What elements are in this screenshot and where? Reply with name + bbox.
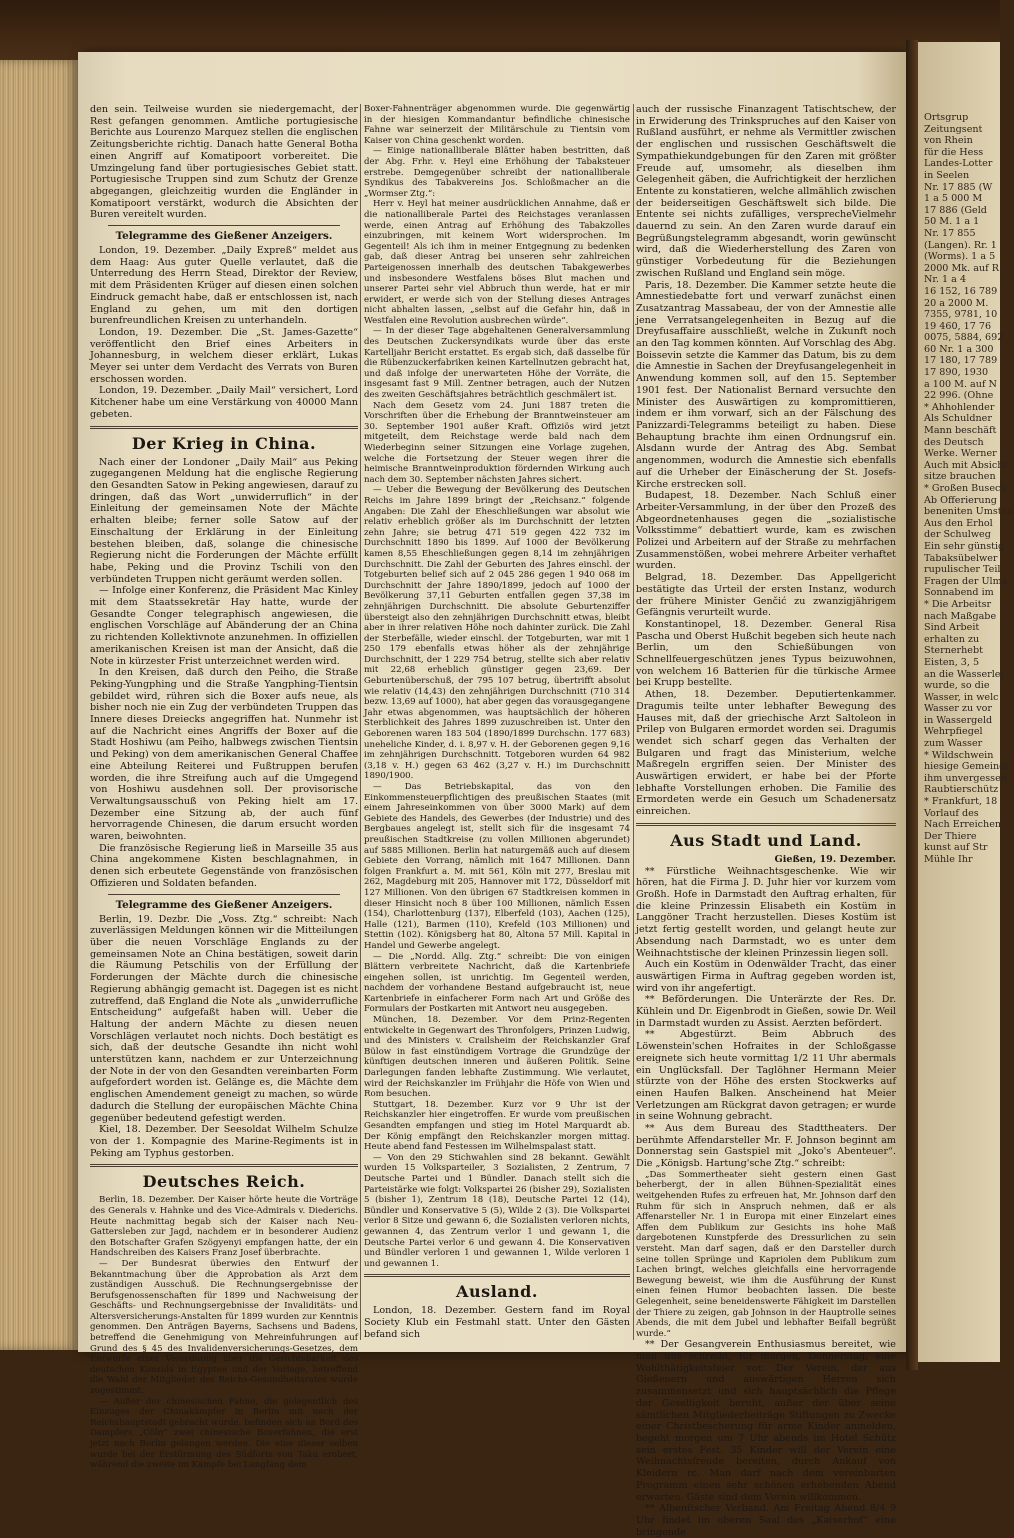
adjacent-page-line: kunst auf Str	[924, 842, 988, 854]
adjacent-page-line: 60 Nr. 1 a 300	[924, 343, 994, 355]
adjacent-page-line: Wehrpfiegel	[924, 726, 983, 738]
section-heading: Telegramme des Gießener Anzeigers.	[115, 898, 333, 911]
article-text: Herr v. Heyl hat meiner ausdrücklichen Annahme, daß er die nationalliberale Partei des Reichstages veranlassen werde, einen Antrag auf Erhöhung des Tabakzolles einzubringen, mit keinem Wort widersprochen. Im Gegenteil! Als ich ihm in meiner Entgegnung zu bedenken gab, daß dieser Antrag bei unseren sehr zahlreichen Parteigenossen innerhalb des deutschen Tabakgewerbes und insbesondere Westfalens böses Blut machen und unserer Partei sehr viel Abbruch thun werde, hat er mir erwidert, er werde sich von der Stellung dieses Antrages nicht abhalten lassen, „selbst auf die Gefahr hin, daß in Westfalen eine Revolution ausbrechen würde“.	[364, 199, 630, 326]
section-heading: Aus Stadt und Land.	[670, 830, 862, 850]
article-text: Kiel, 18. Dezember. Der Seesoldat Wilhelm Schulze von der 1. Kompagnie des Marine-Regiments ist in Peking am Typhus gestorben.	[90, 1124, 358, 1159]
adjacent-page-line: 0075, 5884, 692	[924, 332, 1004, 344]
adjacent-page-text	[918, 42, 1014, 866]
article-text: Stuttgart, 18. Dezember. Kurz vor 9 Uhr ist der Reichskanzler hier eingetroffen. Er wurde vom preußischen Gesandten empfangen und stieg im Hotel Marquardt ab. Der König empfängt den Reichskanzler morgen mittag. Heute abend fand Festessen im Wilhelmspalast statt.	[364, 1099, 630, 1153]
adjacent-page-line: nach Maßgabe	[924, 610, 997, 622]
adjacent-page-line: 17 886 (Geld	[924, 204, 987, 216]
adjacent-page-line: 50 M. 1 a 1	[924, 216, 980, 228]
adjacent-page-line: Mühle Ihr	[924, 854, 973, 865]
adjacent-page-line: Sternerhebt	[924, 645, 983, 657]
adjacent-page-line: * Die Arbeitsr	[924, 598, 992, 610]
adjacent-page-line: Ab Offerierung	[924, 494, 997, 506]
article-text: Nach dem Gesetz vom 24. Juni 1887 treten die Vorschriften über die Erhebung der Branntweinsteuer am 30. September 1901 außer Kraft. Offiziös wird jetzt mitgeteilt, dem Reichstage werde bald nach dem Wiederbeginn seiner Sitzungen eine Vorlage zugehen, welche die Fortsetzung der Steuer wegen ihrer die heimische Branntweinproduktion fördernden Wirkung auch nach dem 30. September nächsten Jahres sichert.	[364, 400, 630, 485]
adjacent-page-line: (Worms). 1 a 5	[924, 251, 996, 263]
article-text: — Einige nationalliberale Blätter haben bestritten, daß der Abg. Frhr. v. Heyl eine Erhöhung der Tabaksteuer erstrebe. Demgegenüber schreibt der nationalliberale Syndikus des Tabakvereins Jos. Schloßmacher an die „Wormser Ztg.“:	[364, 146, 630, 199]
adjacent-page-line: 19 460, 17 76	[924, 320, 992, 332]
adjacent-page-line: 22 996. (Ohne	[924, 390, 994, 402]
adjacent-page-line: Landes-Lotter	[924, 158, 993, 170]
separator	[90, 1164, 358, 1167]
article-text: ** Der Gesangverein Enthusiasmus bereitet, wie man uns schreibt, für morgen, Donnerstag, eine Wohlthätigkeitsfeier vor. Der Verein, der aus Gießenern und auswärtigen Herren sich zusammensetzt und sich hauptsächlich die Pflege der Geselligkeit beruht, außer der über seine sämtlichen Mitgliederbeiträge Stiftungen zu Zwecke einer Christbescherung für arme Kinder anmelden, begeht morgen um 7 Uhr abends im Hotel Schütz sein erstes Fest. 35 Kinder will der Verein eine Weihnachtsfreude bereiten, durch Ankauf von Kleidern rc. Man darf nach dem vereinbarten Programm einen sehr schönen erhebenden Abend erwarten. Gäste sind dem Verein willkommen.	[636, 1339, 896, 1503]
columns	[90, 104, 896, 1538]
adjacent-page-line: der Schulweg	[924, 529, 991, 541]
adjacent-page-line: * Großen Buseck	[924, 483, 1007, 494]
separator	[364, 1274, 630, 1277]
adjacent-page-line: Eisten, 3, 5	[924, 656, 980, 668]
adjacent-page-line: Tabaksübelwer	[924, 552, 998, 564]
section-heading: Telegramme des Gießener Anzeigers.	[115, 230, 333, 243]
adjacent-page-line: Nr. 17 885 (W	[924, 181, 993, 193]
adjacent-page-line: Aus den Erhol	[924, 517, 993, 529]
article-text: Belgrad, 18. Dezember. Das Appellgericht bestätigte das Urteil der ersten Instanz, wodurch der frühere Minister Genčić zu zwanzigjährigem Gefängnis verurteilt wurde.	[636, 572, 896, 619]
adjacent-page-line: hiesige Gemeinde	[924, 761, 1011, 773]
article-text: Athen, 18. Dezember. Deputiertenkammer. Dragumis teilte unter lebhafter Bewegung des Hauses mit, daß der griechische Arzt Saltoleon in Prilep von Bulgaren ermordet worden sei. Dragumis wendet sich scharf gegen das Verhalten der Bulgaren und fragt das Ministerium, welche Maßregeln ergriffen seien. Der Minister des Auswärtigen erwidert, er habe bei der Pforte lebhafte Vorstellungen erhoben. Die Familie des Ermordeten werde ein Gesuch um Schadenersatz einreichen.	[636, 689, 896, 818]
adjacent-page-line: ihm unvergessen	[924, 772, 1007, 784]
article-text: „Das Sommertheater sieht gestern einen Gast beherbergt, der in allen Bühnen-Spezialität eines weitgehenden Rufes zu erfreuen hat, Mr. Johnson darf den Ruhm für sich in Anspruch nehmen, daß er als Affenarsteller Nr. 1 in Europa mit einer Einzelart eines Affen dem Publikum zur Gesichts ins hohe Maß dargebotenen Kunstpferde des Dressurlichen zu sein versteht. Man darf sagen, daß er den Darsteller durch seine tollen Sprünge und Kapriolen dem Publikum zum Lachen bringt, welches gleichfalls eine hervorragende Bewegung beweist, wie ihm die Ausführung der Kunst einen feinen Humor beobachten lassen. Die beste Gelegenheit, seine beneidenswerte Fähigkeit im Darstellen der Thiere zu zeigen, gab Johnson in der Hauptrolle seines Abends, die mit dem Jubel und lebhafter Beifall begrüßt wurde.“	[636, 1169, 896, 1339]
article-text: ** Aus dem Bureau des Stadttheaters. Der berühmte Affendarsteller Mr. F. Johnson beginnt am Donnerstag sein Gastspiel mit „Joko's Abenteuer“. Die „Königsb. Hartung'sche Ztg.“ schreibt:	[636, 1123, 896, 1170]
adjacent-page-line: beneniten Umstan	[924, 506, 1014, 518]
adjacent-page-line: Auch mit Absicht	[924, 459, 1008, 471]
adjacent-page-line: (Langen). Rr. 1	[924, 239, 997, 251]
separator	[636, 823, 896, 826]
adjacent-page-line: Werke. Werner	[924, 448, 997, 460]
separator	[108, 225, 340, 226]
adjacent-page-line: Wasser zu vor	[924, 703, 992, 715]
article-text: — Die „Nordd. Allg. Ztg.“ schreibt: Die von einigen Blättern verbreitete Nachricht, daß die Kartenbriefe eingehen sollen, ist unrichtig. Im Gegenteil werden, nachdem der vorhandene Bestand aufgebraucht ist, neue Kartenbriefe in einfacherer Form nach Art und Größe des Formulars der Postkarten mit Antwort neu ausgegeben.	[364, 951, 630, 1015]
adjacent-page-line: rupulischer Teil	[924, 564, 1001, 576]
adjacent-page-line: Wasser, in welc	[924, 691, 999, 703]
article-text: In den Kreisen, daß durch den Peiho, die Straße Peking-Yungphing und die Straße Yangphing-Tientsin gebildet wird, rühren sich die Boxer aufs neue, als bisher noch nie ein Zug der verbündeten Truppen das Innere dieses Dreiecks angegriffen hat. Nunmehr ist auf die Nachricht eines Angriffs der Boxer auf die Stadt Hoshiwu (am Peiho, halbwegs zwischen Tientsin und Peking) von dem amerikanischen General Chaffee eine Abteilung Reiterei und Fußtruppen berufen worden, die ihre Streifung auch auf die Umgegend von Hoshiwu ausdehnen soll. Der provisorische Verwaltungsausschuß von Peking hielt am 17. Dezember eine Sitzung ab, der auch fünf hervorragende Chinesen, die darum ersucht worden waren, beiwohnten.	[90, 667, 358, 843]
adjacent-page-line: von Rhein	[924, 135, 973, 147]
adjacent-page-line: Als Schuldner	[924, 413, 992, 425]
adjacent-page-line: Vorlauf des	[924, 807, 979, 819]
column-rule	[360, 104, 361, 1340]
article-text: Berlin, 19. Dezbr. Die „Voss. Ztg.“ schreibt: Nach zuverlässigen Meldungen können wir die Mitteilungen über die neuen Vorschläge Englands zu der gemeinsamen Note an China bestätigen, soweit darin die Räumung Petschilis von der Erfüllung der Forderungen der Mächte durch die chinesische Regierung abhängig gemacht ist. Dagegen ist es nicht zutreffend, daß England die Note als „unwiderrufliche Entscheidung“ aufgefaßt haben will. Ueber die Haltung der andern Mächte zu diesen neuen Vorschlägen verlautet noch nichts. Doch bestätigt es sich, daß der deutsche Gesandte ihn nicht wohl unterstützen kann, nachdem er zur Unterzeichnung der Note in der von den Gesandten vereinbarten Form aufgefordert worden ist. Gelänge es, die Mächte dem englischen Amendement geneigt zu machen, so würde dadurch die Stellung der europäischen Mächte China gegenüber bedeutend gefestigt werden.	[90, 913, 358, 1124]
adjacent-page-line: Nach Erreichen	[924, 819, 1002, 831]
adjacent-page-line: erhalten zu	[924, 633, 980, 645]
article-text: — Ueber die Bewegung der Bevölkerung des Deutschen Reichs im Jahre 1899 bringt der „Reichsanz.“ folgende Angaben: Die Zahl der Eheschließungen war absolut wie relativ erheblich größer als im Durchschnitt der letzten zehn Jahre; sie betrug 471 519 gegen 422 732 im Durchschnitt 1890 bis 1899. Auf 1000 der Bevölkerung kamen 8,55 Eheschließungen gegen 8,14 im zehnjährigen Durchschnitt. Die Zahl der Geburten des Jahres einschl. der Totgeburten belief sich auf 2 045 286 gegen 1 940 068 im Durchschnitt der Jahre 1890/1899, jedoch auf 1000 der Bevölkerung 37,11 Geburten entfallen gegen 37,38 im zehnjährigen Durchschnitt. Die absolute Geburtenziffer übersteigt also den zehnjährigen Durchschnitt etwas, bleibt aber in ihrer relativen Höhe noch dahinter zurück. Die Zahl der Sterbefälle, wieder einschl. der Totgeburten, war mit 1 250 179 ebenfalls etwas höher als der zehnjährige Durchschnitt, der 1 229 754 betrug, stellte sich aber relativ mit 22,68 erheblich günstiger gegen 23,69. Der Geburtenüberschuß, der 795 107 betrug, übertrifft absolut wie relativ (14,43) den zehnjährigen Durchschnitt (710 314 bezw. 13,69 auf 1000), hat aber gegen das vorausgegangene Jahr etwas abgenommen, was hauptsächlich der höheren Sterblichkeit des Jahres 1899 zuzuschreiben ist. Unter den Geborenen waren 183 504 (1890/1899 Durchschn. 177 683) uneheliche Kinder, d. i. 8,97 v. H. der Geborenen gegen 9,16 im zehnjährigen Durchschnitt. Totgeboren wurden 64 982 (3,18 v. H.) gegen 63 462 (3,27 v. H.) im Durchschnitt 1890/1900.	[364, 485, 630, 782]
adjacent-page-line: * Frankfurt, 18	[924, 796, 998, 808]
adjacent-page-line: Ortsgrup	[924, 112, 969, 123]
article-text: auch der russische Finanzagent Tatischtschew, der in Erwiderung des Trinkspruches auf den Kaiser von Rußland ausführt, er nehme als Vermittler zwischen der englischen und russischen Geschäftswelt die Sympathiekundgebungen für den Zaren mit größter Freude auf, umsomehr, als dieselben ihm Gelegenheit gäben, die Aufrichtigkeit der herzlichen Entente zu konstatieren, welche allmählich zwischen der beiderseitigen Geschäftswelt sich bilde. Die Entente sei nichts zufälliges, versprecheVielmehr dauernd zu sein. An den Zaren wurde darauf ein Begrüßungstelegramm abgesandt, worin gewünscht wird, daß die Wiederherstellung des Zaren von günstiger Vorbedeutung für die Beziehungen zwischen Rußland und England sein möge.	[636, 104, 896, 279]
small-print	[364, 104, 630, 1269]
book-page-edges	[0, 60, 78, 1350]
article-text: Budapest, 18. Dezember. Nach Schluß einer Arbeiter-Versammlung, in der über den Prozeß des Abgeordnetenhauses gegen die „sozialistische Volksstimme“ debattiert wurde, kam es zwischen Polizei und Arbeitern auf der Straße zu mehrfachen Zusammenstößen, wobei mehrere Arbeiter verhaftet wurden.	[636, 490, 896, 572]
adjacent-page-line: Nr. 17 855	[924, 227, 976, 239]
article-text: London, 18. Dezember. Gestern fand im Royal Society Klub ein Festmahl statt. Unter den Gästen befand sich	[364, 1305, 630, 1340]
adjacent-page-line: für die Hess	[924, 146, 984, 158]
column-3	[636, 104, 896, 1538]
adjacent-page-line: Mann beschäft	[924, 425, 997, 437]
column-rule	[633, 104, 634, 1340]
separator	[90, 426, 358, 429]
column-1	[90, 104, 358, 1471]
binding-gutter	[906, 40, 918, 1370]
section-heading: Ausland.	[456, 1282, 538, 1302]
adjacent-page-line: in Wassergeld	[924, 714, 993, 726]
section-heading: Deutsches Reich.	[142, 1172, 306, 1192]
adjacent-page-line: * Wildschwein	[924, 749, 994, 761]
article-text: Die französische Regierung ließ in Marseille 35 aus China angekommene Kisten beschlagnahmen, in denen sich erbeutete Gegenstände von französischen Offizieren und Soldaten befanden.	[90, 842, 358, 889]
adjacent-page-line: 17 180, 17 789	[924, 355, 998, 367]
newspaper-page	[78, 52, 906, 1538]
article-text: Konstantinopel, 18. Dezember. General Risa Pascha und Oberst Hußchit begeben sich heute nach Berlin, um den Schießübungen von Schnellfeuergeschützen jenes Typus beizuwohnen, von welchem 16 Batterien für die türkische Armee bei Krupp bestellte.	[636, 618, 896, 689]
adjacent-page-line: Sonnabend im	[924, 587, 994, 599]
article-text: — In der dieser Tage abgehaltenen Generalversammlung des Deutschen Zuckersyndikats wurde über das erste Kartelljahr Bericht erstattet. Es ergab sich, daß dasselbe für die Rübenzuckerfabriken keinen Kartellnutzen gebracht hat, und daß infolge der unerwarteten Höhe der Vorräte, die insgesamt fast 9 Mill. Zentner betragen, auch der Nutzen des zweiten Geschäftsjahres beträchtlich geschmälert ist.	[364, 326, 630, 401]
adjacent-page-line: Der Thiere	[924, 830, 977, 842]
article-text: ** Abgestürzt. Beim Abbruch des Löwenstein'schen Hofraites in der Schloßgasse ereignete sich heute vormittag 1/2 11 Uhr abermals ein Unglücksfall. Der Taglöhner Hermann Meier stürzte von der Höhe des ersten Stockwerks auf einen Haufen Balken. Anscheinend hat Meier Verletzungen am Rückgrat davon getragen; er wurde in seine Wohnung gebracht.	[636, 1029, 896, 1123]
adjacent-page-line: des Deutsch	[924, 436, 984, 448]
top-shadow	[0, 0, 1000, 60]
article-text: London, 19. Dezember. „Daily Mail“ versichert, Lord Kitchener habe um eine Verstärkung von 40000 Mann gebeten.	[90, 385, 358, 420]
dateline: Gießen, 19. Dezember.	[774, 853, 896, 865]
article-text: — Der Bundesrat überwies den Entwurf der Bekanntmachung über die Approbation als Arzt dem zuständigen Ausschuß. Die Rechnungsergebnisse der Berufsgenossenschaften für 1899 und Nachweisung der Geschäfts- und Rechnungsergebnisse der Invaliditäts- und Altersversicherungs-Anstalten für 1899 wurden zur Kenntnis genommen. Den Anträgen Bayerns, Sachsens und Badens, betreffend die Genehmigung von Mehreinfuhrungen auf Grund des § 45 des Invalidenversicherungs-Gesetzes, dem Entwurfe einer Verordnung über die Gerichtsbarkeit des deutschen Konsuls in Egypten und der Vorlage, betreffend die Wahl der Mitglieder des Reichs-Gesundheitsrates wurde zugestimmt.	[90, 1258, 358, 1397]
article-text: Berlin, 18. Dezember. Der Kaiser hörte heute die Vorträge des Generals v. Hahnke und des Vice-Admirals v. Diederichs. Heute nachmittag begab sich der Kaiser nach Neu-Gattersleben zur Jagd, nachdem er in besonderer Audienz den Botschafter Grafen Szögyenyi empfangen hatte, der ein Handschreiben des Kaisers Franz Josef überbrachte.	[90, 1195, 358, 1259]
adjacent-page-line: 1 a 5 000 M	[924, 193, 983, 205]
article-text: den sein. Teilweise wurden sie niedergemacht, der Rest gefangen genommen. Amtliche portugiesische Berichte aus Lourenzo Marquez stellen die englischen Zeitungsberichte richtig. Danach hatte General Botha einen Angriff auf Komatipoort vorbereitet. Die Umzingelung fand über portugiesisches Gebiet statt. Portugiesische Truppen sind zum Schutz der Grenze abgegangen, gleichzeitig wurden die Engländer in Komatipoort verstärkt, wodurch die Absichten der Buren vereitelt wurden.	[90, 104, 358, 221]
article-text: — Das Betriebskapital, das von den Einkommensteuerpflichtigen des preußischen Staates (mit einem Jahreseinkommen von über 3000 Mark) auf dem Gebiete des Handels, des Gewerbes (der Industrie) und des Bergbaues angelegt ist, stellt sich für die insgesamt 74 preußischen Stadtkreise (zu vollen Millionen abgerundet) auf 5885 Millionen. Berlin hat naturgemäß auch auf diesem Gebiete den Vorrang, nämlich mit 1647 Millionen. Dann folgen Frankfurt a. M. mit 561, Köln mit 277, Breslau mit 262, Magdeburg mit 205, Hannover mit 172, Düsseldorf mit 127 Millionen. Von den übrigen 67 Stadtkreisen kommen in dieser Hinsicht noch 8 über 100 Millionen, nämlich Essen (154), Charlottenburg (137), Elberfeld (103), Aachen (125), Halle (121), Barmen (110), Krefeld (103 Millionen) und Stettin (102). Königsberg hat 80, Altona 57 Mill. Kapital in Handel und Gewerbe angelegt.	[364, 782, 630, 951]
separator	[108, 894, 340, 895]
article-text: ** Beförderungen. Die Unterärzte der Res. Dr. Kühlein und Dr. Eigenbrodt in Gießen, sowie Dr. Weil in Darmstadt wurden zu Assist. Aerzten befördert.	[636, 994, 896, 1029]
column-2	[364, 104, 630, 1340]
article-text: — Außer der chinesischen Fahne, die gelegentlich des Einzuges der Chinakämpfer in Berlin mit nach der Reichshauptstadt gebracht wurde, befinden sich an Bord des Dampfers „Cöln“ zwei chinesische Boxerfahnen, die erst jetzt nach Berlin gelangen werden. Die eine dieser selben wurde bei der Erstürmung des Südforts von Taku erobert, während die zweite im Kampfe bei Langfang dem	[90, 1396, 358, 1471]
small-print	[90, 1195, 358, 1470]
article-text: London, 19. Dezember. „Daily Expreß“ meldet aus dem Haag: Aus guter Quelle verlautet, daß die Unterredung des Herrn Stead, Direktor der Review, mit dem Präsidenten Krüger auf diesen einen solchen Eindruck gemacht habe, daß er entschlossen ist, nach England zu gehen, um mit den dortigen burenfreundlichen Kreisen zu unterhandeln.	[90, 245, 358, 327]
article-text: München, 18. Dezember. Vor dem Prinz-Regenten entwickelte in Gegenwart des Thronfolgers, Prinzen Ludwig, und des Ministers v. Crailsheim der Reichskanzler Graf Bülow in fast einstündigem Vortrage die Grundzüge der künftigen deutschen inneren und äußeren Politik. Seine Darlegungen fanden lebhafte Zustimmung. Wie verlautet, wird der Reichskanzler im Frühjahr die Höfe von Wien und Rom besuchen.	[364, 1015, 630, 1100]
adjacent-page-line: Raubtierschütz	[924, 784, 999, 796]
article-text: — Von den 29 Stichwahlen sind 28 bekannt. Gewählt wurden 15 Volksparteiler, 3 Sozialisten, 2 Zentrum, 7 Deutsche Partei und 1 Bündler. Danach stellt sich die Parteistärke wie folgt: Volkspartei 26 (bisher 29), Sozialisten 5 (bisher 1), Zentrum 18 (18), Deutsche Partei 12 (14), Bündler und Konservative 5 (5), Wilde 2 (3). Die Volkspartei verlor 8 Sitze und gewann 6, die Sozialisten verloren nichts, gewannen 4, das Zentrum verlor 1 und gewann 1, die Deutsche Partei verlor 6 und gewann 4. Die Konservativen und Bündler verloren 1 und gewannen 1, Wilde verloren 1 und gewannen 1.	[364, 1152, 630, 1269]
adjacent-page-line: Nr. 1 a 4	[924, 274, 967, 286]
section-heading: Der Krieg in China.	[131, 433, 317, 453]
article-text: Nach einer der Londoner „Daily Mail“ aus Peking zugegangenen Meldung hat die englische Regierung den Gesandten Satow in Peking angewiesen, darauf zu dringen, daß das Wort „unwiderruflich“ in der Einleitung der gemeinsamen Note der Mächte erhalten bleibe; ferner solle Satow auf der Einschaltung der Erklärung in der Einleitung bestehen bleiben, daß, solange die chinesische Regierung nicht die Forderungen der Mächte erfüllt habe, Peking und die Provinz Tschili von den verbündeten Truppen nicht geräumt werden sollen.	[90, 456, 358, 585]
article-text: Boxer-Fahnenträger abgenommen wurde. Die gegenwärtig in der hiesigen Kommandantur befindliche chinesische Fahne war seinerzeit der Militärschule zu Tientsin vom Kaiser von China geschenkt worden.	[364, 104, 630, 146]
adjacent-page-fragment	[918, 42, 1014, 1362]
adjacent-page-line: Fragen der Ulma	[924, 575, 1008, 587]
article-text: ** Albenitscher Verband. Am Freitag Abend 8/4 9 Uhr findet im oberen Saal des „Kaiserhof“ eine bringende	[636, 1503, 896, 1538]
article-text: Paris, 18. Dezember. Die Kammer setzte heute die Amnestiedebatte fort und verwarf zunächst einen Zusatzantrag Massabeau, der von der Amnestie alle jene Verratsangelegenheiten in Bezug auf die Dreyfusaffaire ausschließt, welche in Zukunft noch an den Tag kommen könnten. Auf Vorschlag des Abg. Boissevin setzte die Kammer das Datum, bis zu dem die Amnestie in Sachen der Dreyfusangelegenheit in Anwendung kommen soll, auf den 15. September 1901 fest. Der Nationalist Bernard versuchte den Minister des Auswärtigen zu kompromittieren, indem er ihm vorwarf, sich an der Fälschung des Panizzardi-Telegramms beteiligt zu haben. Diese Behauptung brachte ihm einen Ordnungsruf ein. Alsdann wurde der Antrag des Abg. Sembat angenommen, wodurch die Amnestie sich ebenfalls auf die Urheber der Einäscherung der St. Josefs-Kirche erstrecken soll.	[636, 279, 896, 490]
article-text: ** Fürstliche Weihnachtsgeschenke. Wie wir hören, hat die Firma J. D. Juhr hier vor kurzem vom Großh. Hofe in Darmstadt den Auftrag erhalten, für die kleine Prinzessin Elisabeth ein Kostüm in Langgöner Tracht herzustellen. Dieses Kostüm ist jetzt fertig gestellt worden, und gelangt heute zur Absendung nach Darmstadt, wo es unter dem Weihnachtstische der kleinen Prinzessin liegen soll.	[636, 865, 896, 959]
adjacent-page-line: Sind Arbeit	[924, 622, 980, 634]
adjacent-page-line: 17 890, 1930	[924, 367, 989, 379]
adjacent-page-line: 16 152, 16 789	[924, 285, 998, 297]
adjacent-page-line: sitze brauchen	[924, 471, 996, 483]
adjacent-page-line: wurde, so die	[924, 680, 990, 692]
adjacent-page-line: a 100 M. auf N	[924, 378, 997, 390]
article-text: Auch ein Kostüm in Odenwälder Tracht, das einer auswärtigen Firma in Auftrag gegeben worden ist, wird von ihr angefertigt.	[636, 959, 896, 994]
adjacent-page-line: Zeitungsent	[924, 123, 983, 135]
adjacent-page-line: in Seelen	[924, 169, 970, 181]
article-text: London, 19. Dezember. Die „St. James-Gazette“ veröffentlicht den Brief eines Arbeiters in Johannesburg, in welchem dieser erklärt, Lukas Meyer sei unter dem Verdacht des Verrats von Buren erschossen worden.	[90, 326, 358, 385]
adjacent-page-line: 2000 Mk. auf R	[924, 262, 999, 274]
adjacent-page-line: zum Wasser	[924, 738, 983, 750]
adjacent-page-line: an die Wasserlei	[924, 668, 1004, 680]
adjacent-page-line: Ein sehr günstig	[924, 540, 1005, 552]
quoted-review	[636, 1170, 896, 1340]
article-text: — Infolge einer Konferenz, die Präsident Mac Kinley mit dem Staatssekretär Hay hatte, wurde der Gesandte Conger telegraphisch angewiesen, die englischen Vorschläge auf Abänderung der an China zu richtenden Kollektivnote anzunehmen. In offiziellen amerikanischen Kreisen ist man der Ansicht, daß die Note in kürzester Frist unterzeichnet werden wird.	[90, 585, 358, 667]
adjacent-page-line: 20 a 2000 M.	[924, 297, 989, 309]
adjacent-page-line: 7355, 9781, 10	[924, 309, 998, 321]
adjacent-page-line: * Ahhohlender	[924, 401, 995, 413]
